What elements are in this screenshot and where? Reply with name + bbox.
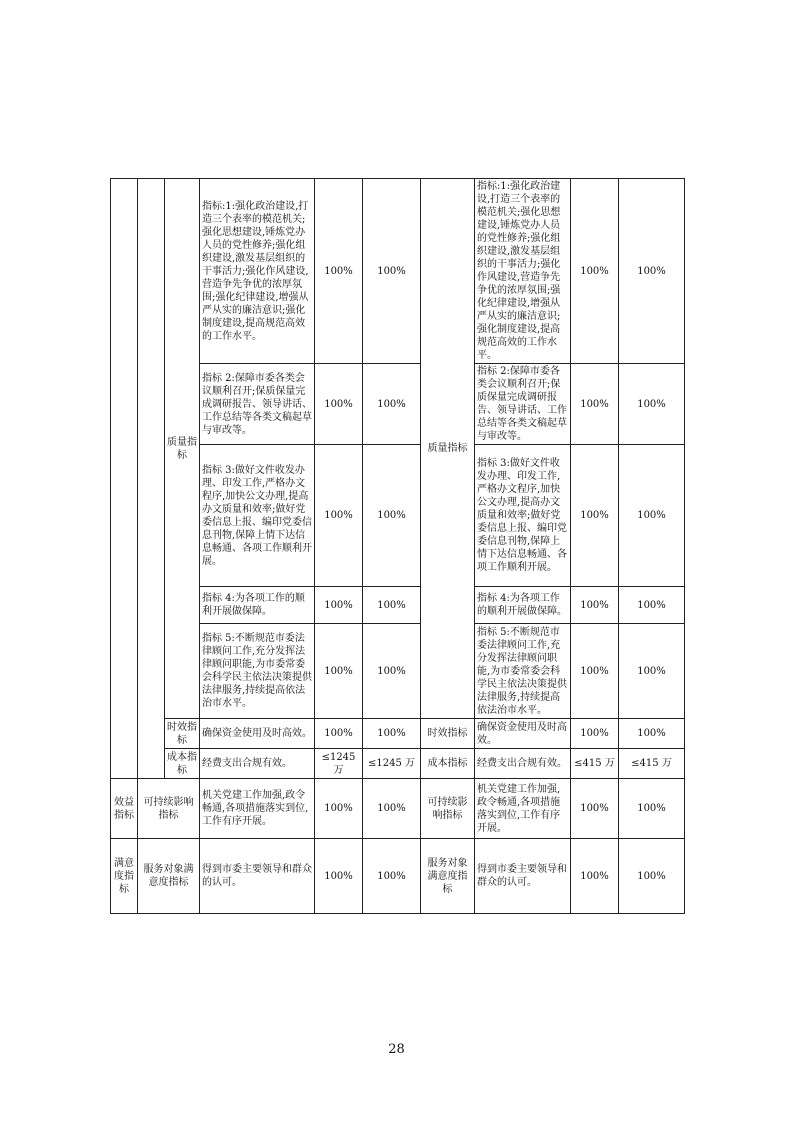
indicator-value: 100%: [619, 179, 685, 364]
indicator-content: 机关党建工作加强,政令畅通,各项措施落实到位,工作有序开展。: [475, 779, 571, 839]
indicator-content: 经费支出合规有效。: [475, 749, 571, 779]
indicator-value: 100%: [571, 624, 619, 719]
indicator-value: 100%: [571, 179, 619, 364]
indicator-value: 100%: [619, 839, 685, 914]
indicator-value: 100%: [363, 779, 421, 839]
indicator-value: ≤415 万: [619, 749, 685, 779]
indicator-content: 指标:1:强化政治建设,打造三个表率的模范机关;强化思想建设,锤炼党办人员的党性修养;强化组织建设,激发基层组织的干事活力;强化作风建设,营造争先争优的浓厚氛围;强化纪律建设,增强从严从实的廉洁意识;强化制度建设,提高规范高效的工作水平。: [475, 179, 571, 364]
indicator-value: 100%: [315, 624, 363, 719]
indicator-value: ≤1245 万: [363, 749, 421, 779]
indicator-value: 100%: [619, 445, 685, 587]
indicator-value: 100%: [363, 587, 421, 624]
indicator-content: 指标 5:不断规范市委法律顾问工作,充分发挥法律顾问职能,为市委常委会科学民主依法决策提供法律服务,持续提高依法治市水平。: [475, 624, 571, 719]
timeliness-indicator-label: 时效指标: [165, 719, 200, 749]
indicator-content: 指标 4:为各项工作的顺利开展做保障。: [475, 587, 571, 624]
service-satisfaction-label: 服务对象满意度指标: [138, 839, 200, 914]
indicator-content: 指标 3:做好文件收发办理、印发工作,严格办文程序,加快公文办理,提高办文质量和效率;做好党委信息上报、编印党委信息刊物,保障上情下达信息畅通、各项工作顺利开展。: [200, 445, 315, 587]
indicator-content: 指标 4:为各项工作的顺利开展做保障。: [200, 587, 315, 624]
blank-cell: [111, 179, 138, 779]
indicator-value: 100%: [363, 364, 421, 445]
indicator-value: 100%: [571, 719, 619, 749]
indicator-content: 指标:1:强化政治建设,打造三个表率的模范机关;强化思想建设,锤炼党办人员的党性修养;强化组织建设,激发基层组织的干事活力;强化作风建设,营造争先争优的浓厚氛围;强化纪律建设,增强从严从实的廉洁意识;强化制度建设,提高规范高效的工作水平。: [200, 179, 315, 364]
table-row: [111, 779, 685, 839]
indicator-content: 机关党建工作加强,政令畅通,各项措施落实到位,工作有序开展。: [200, 779, 315, 839]
indicator-value: 100%: [315, 587, 363, 624]
indicator-value: 100%: [619, 364, 685, 445]
table-row: [111, 839, 685, 914]
table-row: [111, 719, 685, 749]
cost-indicator-label: 成本指标: [165, 749, 200, 779]
sustainable-impact-label: 可持续影响指标: [138, 779, 200, 839]
indicator-value: 100%: [315, 719, 363, 749]
indicator-content: 指标 5:不断规范市委法律顾问工作,充分发挥法律顾问职能,为市委常委会科学民主依法决策提供法律服务,持续提高依法治市水平。: [200, 624, 315, 719]
indicator-value: 100%: [315, 839, 363, 914]
service-satisfaction-label-right: 服务对象满意度指标: [421, 839, 475, 914]
indicator-content: 得到市委主要领导和群众的认可。: [475, 839, 571, 914]
indicator-value: 100%: [315, 364, 363, 445]
indicator-value: 100%: [571, 839, 619, 914]
indicator-value: 100%: [619, 779, 685, 839]
indicator-value: 100%: [363, 839, 421, 914]
table-row: [111, 749, 685, 779]
indicator-value: 100%: [363, 445, 421, 587]
indicator-value: 100%: [571, 587, 619, 624]
satisfaction-indicator-level1: 满意度指标: [111, 839, 138, 914]
indicator-value: 100%: [363, 624, 421, 719]
quality-indicator-label-right: 质量指标: [421, 179, 475, 719]
blank-cell: [138, 179, 165, 779]
indicator-content: 经费支出合规有效。: [200, 749, 315, 779]
indicator-value: 100%: [571, 364, 619, 445]
indicator-value: 100%: [363, 179, 421, 364]
page-number: 28: [388, 1042, 405, 1057]
indicator-value: ≤415 万: [571, 749, 619, 779]
indicator-value: 100%: [619, 719, 685, 749]
indicator-value: 100%: [363, 719, 421, 749]
indicator-value: 100%: [315, 445, 363, 587]
cost-indicator-label-right: 成本指标: [421, 749, 475, 779]
indicator-value: 100%: [315, 779, 363, 839]
table-row: [111, 179, 685, 364]
benefit-indicator-level1: 效益指标: [111, 779, 138, 839]
indicator-value: ≤1245 万: [315, 749, 363, 779]
indicator-value: 100%: [571, 779, 619, 839]
indicator-value: 100%: [315, 179, 363, 364]
indicator-content: 指标 3:做好文件收发办理、印发工作,严格办文程序,加快公文办理,提高办文质量和效率;做好党委信息上报、编印党委信息刊物,保障上情下达信息畅通、各项工作顺利开展。: [475, 445, 571, 587]
sustainable-impact-label-right: 可持续影响指标: [421, 779, 475, 839]
performance-indicator-table: [110, 178, 685, 914]
indicator-content: 指标 2:保障市委各类会议顺利召开;保质保量完成调研报告、领导讲话、工作总结等各类文稿起草与审改等。: [200, 364, 315, 445]
timeliness-indicator-label-right: 时效指标: [421, 719, 475, 749]
indicator-content: 确保资金使用及时高效。: [475, 719, 571, 749]
quality-indicator-label: 质量指标: [165, 179, 200, 719]
indicator-content: 确保资金使用及时高效。: [200, 719, 315, 749]
indicator-value: 100%: [571, 445, 619, 587]
indicator-value: 100%: [619, 624, 685, 719]
indicator-content: 指标 2:保障市委各类会议顺利召开;保质保量完成调研报告、领导讲话、工作总结等各类文稿起草与审改等。: [475, 364, 571, 445]
indicator-value: 100%: [619, 587, 685, 624]
indicator-content: 得到市委主要领导和群众的认可。: [200, 839, 315, 914]
